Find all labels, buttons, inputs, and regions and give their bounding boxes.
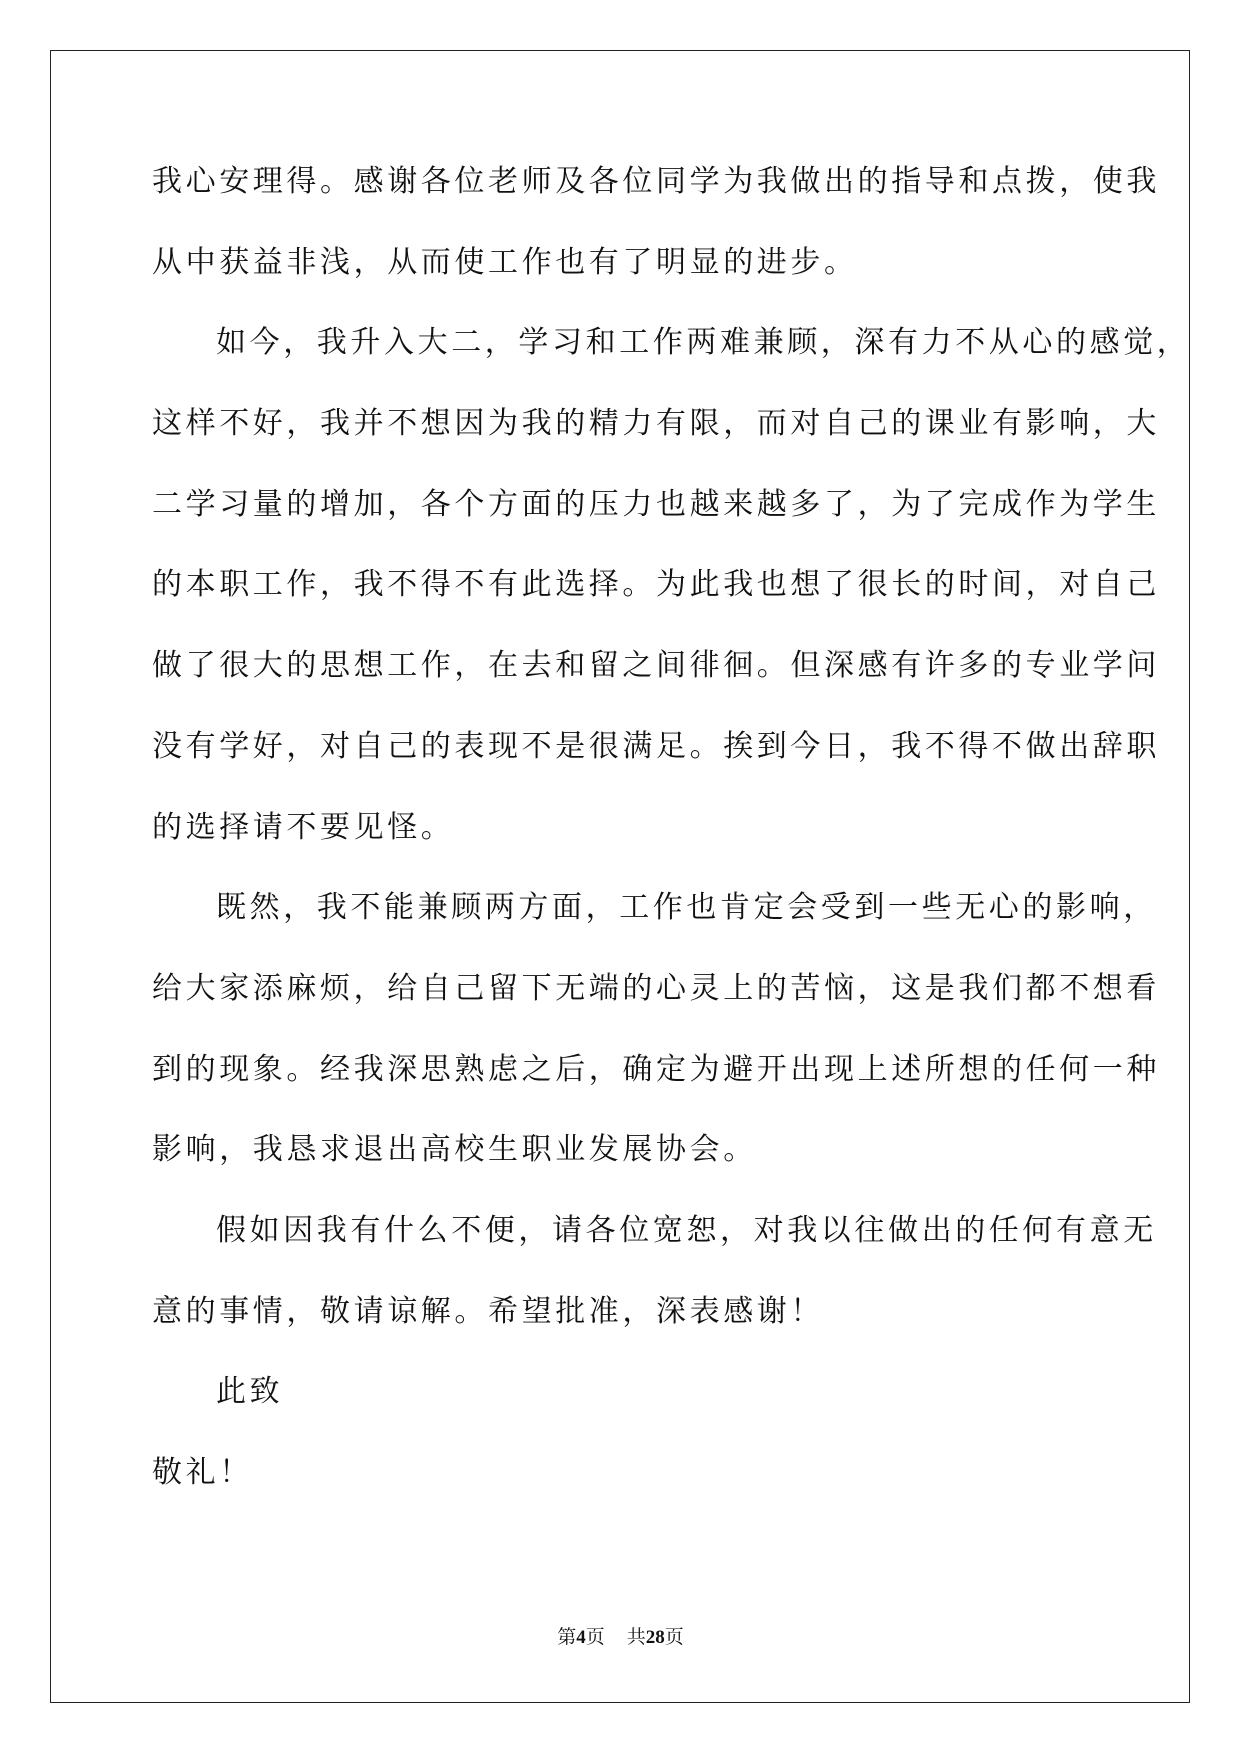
total-prefix: 共 — [626, 1627, 646, 1648]
paragraph-start-line: 如今，我升入大二，学习和工作两难兼顾，深有力不从心的感觉， — [216, 325, 1191, 361]
text-line: 意的事情，敬请谅解。希望批准，深表感谢！ — [152, 1293, 824, 1329]
page-footer — [0, 1622, 1241, 1649]
closing-regards: 敬礼！ — [152, 1455, 253, 1490]
document-body — [152, 162, 1191, 1534]
paragraph-start-line: 假如因我有什么不便，请各位宽恕，对我以往做出的任何有意无 — [216, 1212, 1157, 1248]
text-line: 二学习量的增加，各个方面的压力也越来越多了，为了完成作为学生 — [152, 486, 1160, 522]
text-line: 到的现象。经我深思熟虑之后，确定为避开出现上述所想的任何一种 — [152, 1051, 1160, 1087]
closing-salutation: 此致 — [216, 1374, 284, 1410]
text-line: 的本职工作，我不得不有此选择。为此我也想了很长的时间，对自己 — [152, 567, 1160, 603]
paragraph-start-line: 既然，我不能兼顾两方面，工作也肯定会受到一些无心的影响， — [216, 890, 1157, 926]
text-line: 没有学好，对自己的表现不是很满足。挨到今日，我不得不做出辞职 — [152, 728, 1160, 764]
total-pages: 28 — [645, 1627, 665, 1648]
text-line: 给大家添麻烦，给自己留下无端的心灵上的苦恼，这是我们都不想看 — [152, 970, 1160, 1006]
total-suffix: 页 — [664, 1627, 684, 1648]
text-line: 影响，我恳求退出高校生职业发展协会。 — [152, 1132, 757, 1168]
text-line: 从中获益非浅，从而使工作也有了明显的进步。 — [152, 244, 858, 280]
text-line: 做了很大的思想工作，在去和留之间徘徊。但深感有许多的专业学问 — [152, 648, 1160, 684]
page-number: 4 — [576, 1627, 586, 1648]
page-prefix: 第 — [557, 1627, 577, 1648]
page-suffix: 页 — [585, 1627, 605, 1648]
text-line: 我心安理得。感谢各位老师及各位同学为我做出的指导和点拨，使我 — [152, 164, 1160, 199]
text-line: 的选择请不要见怪。 — [152, 809, 455, 845]
text-line: 这样不好，我并不想因为我的精力有限，而对自己的课业有影响，大 — [152, 406, 1160, 442]
